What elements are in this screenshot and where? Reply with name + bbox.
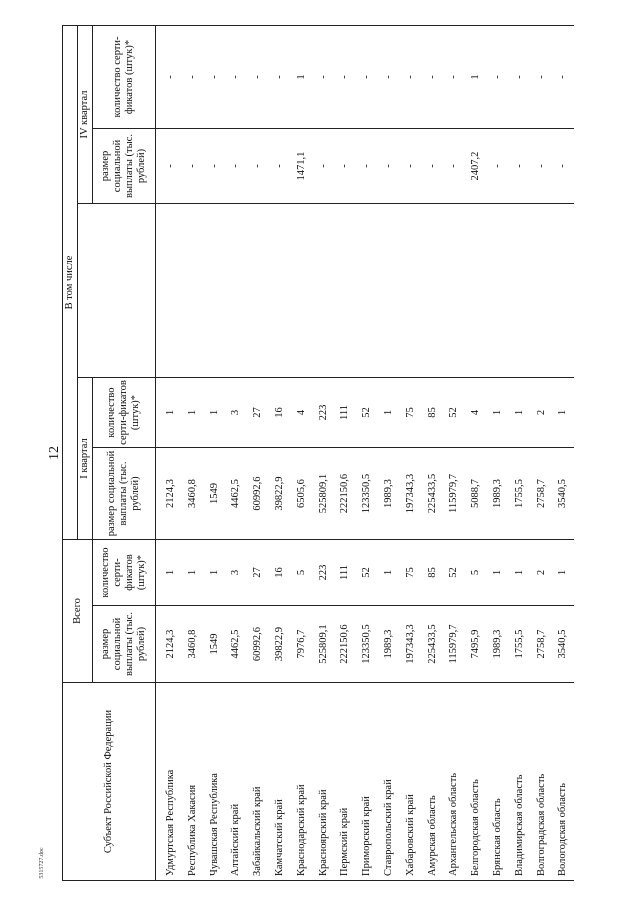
table-row bbox=[465, 25, 487, 880]
cell-q4-count: - bbox=[182, 25, 204, 128]
cell-q1-count: 111 bbox=[335, 378, 357, 448]
cell-subject: Удмуртская Республика bbox=[156, 683, 182, 881]
cell-q1-count: 16 bbox=[269, 378, 291, 448]
cell-q4-count: - bbox=[487, 25, 509, 128]
table-row bbox=[443, 25, 465, 880]
cell-total-amount: 3540,5 bbox=[552, 606, 574, 683]
cell-total-count: 111 bbox=[335, 540, 357, 606]
cell-q1-amount: 5088,7 bbox=[465, 448, 487, 540]
cell-q4-amount: - bbox=[531, 129, 553, 204]
cell-subject: Архангельская область bbox=[443, 683, 465, 881]
cell-q4-amount: - bbox=[422, 129, 444, 204]
cell-total-count: 2 bbox=[531, 540, 553, 606]
cell-total-amount: 1755,5 bbox=[509, 606, 531, 683]
cell-q4-count: - bbox=[226, 25, 248, 128]
cell-empty bbox=[182, 204, 204, 378]
cell-q1-amount: 222150,6 bbox=[335, 448, 357, 540]
cell-q4-count: - bbox=[313, 25, 335, 128]
table-row bbox=[509, 25, 531, 880]
cell-q4-count: - bbox=[400, 25, 422, 128]
cell-q1-count: 27 bbox=[247, 378, 269, 448]
cell-empty bbox=[313, 204, 335, 378]
cell-q1-amount: 6505,6 bbox=[291, 448, 313, 540]
cell-empty bbox=[335, 204, 357, 378]
header-gap-cell bbox=[93, 204, 156, 378]
header-q1-count: количество серти-фикатов (штук)* bbox=[93, 378, 156, 448]
cell-total-amount: 115979,7 bbox=[443, 606, 465, 683]
cell-q4-amount: 1471,1 bbox=[291, 129, 313, 204]
table-row bbox=[182, 25, 204, 880]
cell-q1-amount: 3460,8 bbox=[182, 448, 204, 540]
cell-q4-amount: - bbox=[509, 129, 531, 204]
table-row bbox=[291, 25, 313, 880]
cell-subject: Амурская область bbox=[422, 683, 444, 881]
table-row bbox=[400, 25, 422, 880]
cell-q4-amount: - bbox=[400, 129, 422, 204]
cell-total-amount: 1989,3 bbox=[378, 606, 400, 683]
table-row bbox=[422, 25, 444, 880]
cell-q4-count: - bbox=[247, 25, 269, 128]
cell-q4-count: - bbox=[269, 25, 291, 128]
table-row bbox=[204, 25, 226, 880]
cell-total-amount: 39822,9 bbox=[269, 606, 291, 683]
social-payments-table bbox=[62, 25, 574, 881]
cell-total-amount: 1989,3 bbox=[487, 606, 509, 683]
header-subject: Субъект Российской Федерации bbox=[63, 683, 156, 881]
table-body bbox=[156, 25, 575, 880]
cell-q4-amount: - bbox=[487, 129, 509, 204]
cell-total-amount: 123350,5 bbox=[356, 606, 378, 683]
cell-q4-amount: 2407,2 bbox=[465, 129, 487, 204]
cell-q1-count: 3 bbox=[226, 378, 248, 448]
cell-q4-count: - bbox=[335, 25, 357, 128]
cell-q4-count: - bbox=[443, 25, 465, 128]
cell-total-count: 1 bbox=[182, 540, 204, 606]
cell-empty bbox=[247, 204, 269, 378]
cell-total-amount: 60992,6 bbox=[247, 606, 269, 683]
cell-empty bbox=[269, 204, 291, 378]
cell-q4-count: - bbox=[378, 25, 400, 128]
cell-q1-amount: 4462,5 bbox=[226, 448, 248, 540]
cell-q4-amount: - bbox=[226, 129, 248, 204]
cell-q1-count: 1 bbox=[487, 378, 509, 448]
cell-q1-count: 1 bbox=[204, 378, 226, 448]
cell-total-count: 3 bbox=[226, 540, 248, 606]
cell-empty bbox=[422, 204, 444, 378]
cell-empty bbox=[531, 204, 553, 378]
cell-q4-count: - bbox=[156, 25, 182, 128]
cell-q4-amount: - bbox=[378, 129, 400, 204]
cell-empty bbox=[156, 204, 182, 378]
cell-subject: Красноярский край bbox=[313, 683, 335, 881]
header-q1: I квартал bbox=[78, 378, 93, 540]
cell-q4-count: - bbox=[204, 25, 226, 128]
cell-q1-amount: 1549 bbox=[204, 448, 226, 540]
cell-total-amount: 2124,3 bbox=[156, 606, 182, 683]
cell-q4-count: 1 bbox=[465, 25, 487, 128]
cell-subject: Алтайский край bbox=[226, 683, 248, 881]
table-row bbox=[156, 25, 182, 880]
cell-q1-count: 1 bbox=[182, 378, 204, 448]
cell-q1-count: 1 bbox=[509, 378, 531, 448]
footer-file-name: 5315727.doc bbox=[39, 847, 45, 879]
cell-total-amount: 1549 bbox=[204, 606, 226, 683]
header-in-that-number: В том числе bbox=[63, 25, 78, 539]
table-row bbox=[531, 25, 553, 880]
table-row bbox=[335, 25, 357, 880]
cell-total-count: 85 bbox=[422, 540, 444, 606]
cell-empty bbox=[509, 204, 531, 378]
cell-subject: Камчатский край bbox=[269, 683, 291, 881]
cell-subject: Республика Хакасия bbox=[182, 683, 204, 881]
cell-q1-count: 2 bbox=[531, 378, 553, 448]
cell-total-count: 52 bbox=[356, 540, 378, 606]
cell-q4-amount: - bbox=[335, 129, 357, 204]
cell-q4-amount: - bbox=[552, 129, 574, 204]
cell-q1-amount: 60992,6 bbox=[247, 448, 269, 540]
cell-empty bbox=[400, 204, 422, 378]
cell-q1-count: 75 bbox=[400, 378, 422, 448]
cell-q1-amount: 3540,5 bbox=[552, 448, 574, 540]
cell-q1-count: 1 bbox=[552, 378, 574, 448]
cell-q1-count: 85 bbox=[422, 378, 444, 448]
cell-q4-count: - bbox=[356, 25, 378, 128]
cell-empty bbox=[291, 204, 313, 378]
cell-q1-count: 4 bbox=[291, 378, 313, 448]
cell-total-count: 223 bbox=[313, 540, 335, 606]
cell-q1-count: 4 bbox=[465, 378, 487, 448]
cell-q4-amount: - bbox=[182, 129, 204, 204]
cell-q4-count: - bbox=[422, 25, 444, 128]
table-row bbox=[378, 25, 400, 880]
cell-total-count: 5 bbox=[291, 540, 313, 606]
cell-total-count: 1 bbox=[487, 540, 509, 606]
cell-q1-amount: 2124,3 bbox=[156, 448, 182, 540]
cell-q4-count: - bbox=[552, 25, 574, 128]
table-row bbox=[356, 25, 378, 880]
cell-total-amount: 525809,1 bbox=[313, 606, 335, 683]
table-row bbox=[313, 25, 335, 880]
cell-q1-amount: 1989,3 bbox=[378, 448, 400, 540]
cell-empty bbox=[552, 204, 574, 378]
table-row bbox=[552, 25, 574, 880]
cell-q1-count: 52 bbox=[443, 378, 465, 448]
header-total-amount: размер социальной выплаты (тыс. рублей) bbox=[93, 606, 156, 683]
cell-total-count: 16 bbox=[269, 540, 291, 606]
cell-q1-count: 223 bbox=[313, 378, 335, 448]
cell-subject: Забайкальский край bbox=[247, 683, 269, 881]
cell-q1-amount: 225433,5 bbox=[422, 448, 444, 540]
cell-total-amount: 7495,9 bbox=[465, 606, 487, 683]
cell-q1-amount: 525809,1 bbox=[313, 448, 335, 540]
cell-empty bbox=[465, 204, 487, 378]
header-gap bbox=[78, 204, 93, 378]
cell-total-count: 1 bbox=[552, 540, 574, 606]
cell-subject: Пермский край bbox=[335, 683, 357, 881]
cell-q1-amount: 123350,5 bbox=[356, 448, 378, 540]
cell-total-count: 27 bbox=[247, 540, 269, 606]
cell-empty bbox=[356, 204, 378, 378]
header-total-count: количество серти-фикатов (штук)* bbox=[93, 540, 156, 606]
cell-total-amount: 4462,5 bbox=[226, 606, 248, 683]
cell-total-count: 5 bbox=[465, 540, 487, 606]
cell-empty bbox=[378, 204, 400, 378]
cell-q4-amount: - bbox=[247, 129, 269, 204]
cell-total-count: 52 bbox=[443, 540, 465, 606]
cell-total-count: 1 bbox=[204, 540, 226, 606]
cell-q4-count: 1 bbox=[291, 25, 313, 128]
table-row bbox=[269, 25, 291, 880]
cell-total-count: 1 bbox=[509, 540, 531, 606]
cell-q1-amount: 115979,7 bbox=[443, 448, 465, 540]
cell-subject: Волгоградская область bbox=[531, 683, 553, 881]
cell-q1-amount: 1989,3 bbox=[487, 448, 509, 540]
header-q4-amount: размер социальной выплаты (тыс. рублей) bbox=[93, 129, 156, 204]
cell-q1-amount: 1755,5 bbox=[509, 448, 531, 540]
header-total: Всего bbox=[63, 540, 93, 683]
table-row bbox=[247, 25, 269, 880]
cell-q4-amount: - bbox=[443, 129, 465, 204]
cell-total-count: 1 bbox=[378, 540, 400, 606]
cell-total-count: 1 bbox=[156, 540, 182, 606]
cell-empty bbox=[226, 204, 248, 378]
cell-q1-amount: 2758,7 bbox=[531, 448, 553, 540]
cell-q4-count: - bbox=[531, 25, 553, 128]
cell-q4-amount: - bbox=[204, 129, 226, 204]
cell-empty bbox=[204, 204, 226, 378]
cell-subject: Белгородская область bbox=[465, 683, 487, 881]
cell-total-amount: 7976,7 bbox=[291, 606, 313, 683]
cell-q1-count: 52 bbox=[356, 378, 378, 448]
cell-q4-amount: - bbox=[313, 129, 335, 204]
cell-subject: Чувашская Республика bbox=[204, 683, 226, 881]
cell-total-amount: 225433,5 bbox=[422, 606, 444, 683]
cell-q4-amount: - bbox=[269, 129, 291, 204]
cell-q4-amount: - bbox=[356, 129, 378, 204]
cell-q1-amount: 197343,3 bbox=[400, 448, 422, 540]
cell-subject: Хабаровский край bbox=[400, 683, 422, 881]
header-q1-amount: размер социальной выплаты (тыс. рублей) bbox=[93, 448, 156, 540]
cell-total-amount: 3460,8 bbox=[182, 606, 204, 683]
cell-q1-amount: 39822,9 bbox=[269, 448, 291, 540]
cell-q1-count: 1 bbox=[156, 378, 182, 448]
cell-total-count: 75 bbox=[400, 540, 422, 606]
cell-subject: Ставропольский край bbox=[378, 683, 400, 881]
cell-total-amount: 2758,7 bbox=[531, 606, 553, 683]
cell-empty bbox=[487, 204, 509, 378]
cell-total-amount: 222150,6 bbox=[335, 606, 357, 683]
table-row bbox=[226, 25, 248, 880]
cell-q4-count: - bbox=[509, 25, 531, 128]
cell-q1-count: 1 bbox=[378, 378, 400, 448]
page-number: 12 bbox=[47, 446, 62, 460]
cell-q4-amount: - bbox=[156, 129, 182, 204]
table-row bbox=[487, 25, 509, 880]
cell-subject: Краснодарский край bbox=[291, 683, 313, 881]
cell-subject: Приморский край bbox=[356, 683, 378, 881]
header-q4: IV квартал bbox=[78, 25, 93, 203]
cell-subject: Владимирская область bbox=[509, 683, 531, 881]
cell-subject: Вологодская область bbox=[552, 683, 574, 881]
cell-empty bbox=[443, 204, 465, 378]
cell-subject: Брянская область bbox=[487, 683, 509, 881]
rotated-table-container bbox=[62, 26, 574, 881]
cell-total-amount: 197343,3 bbox=[400, 606, 422, 683]
header-q4-count: количество серти-фикатов (штук)* bbox=[93, 25, 156, 128]
